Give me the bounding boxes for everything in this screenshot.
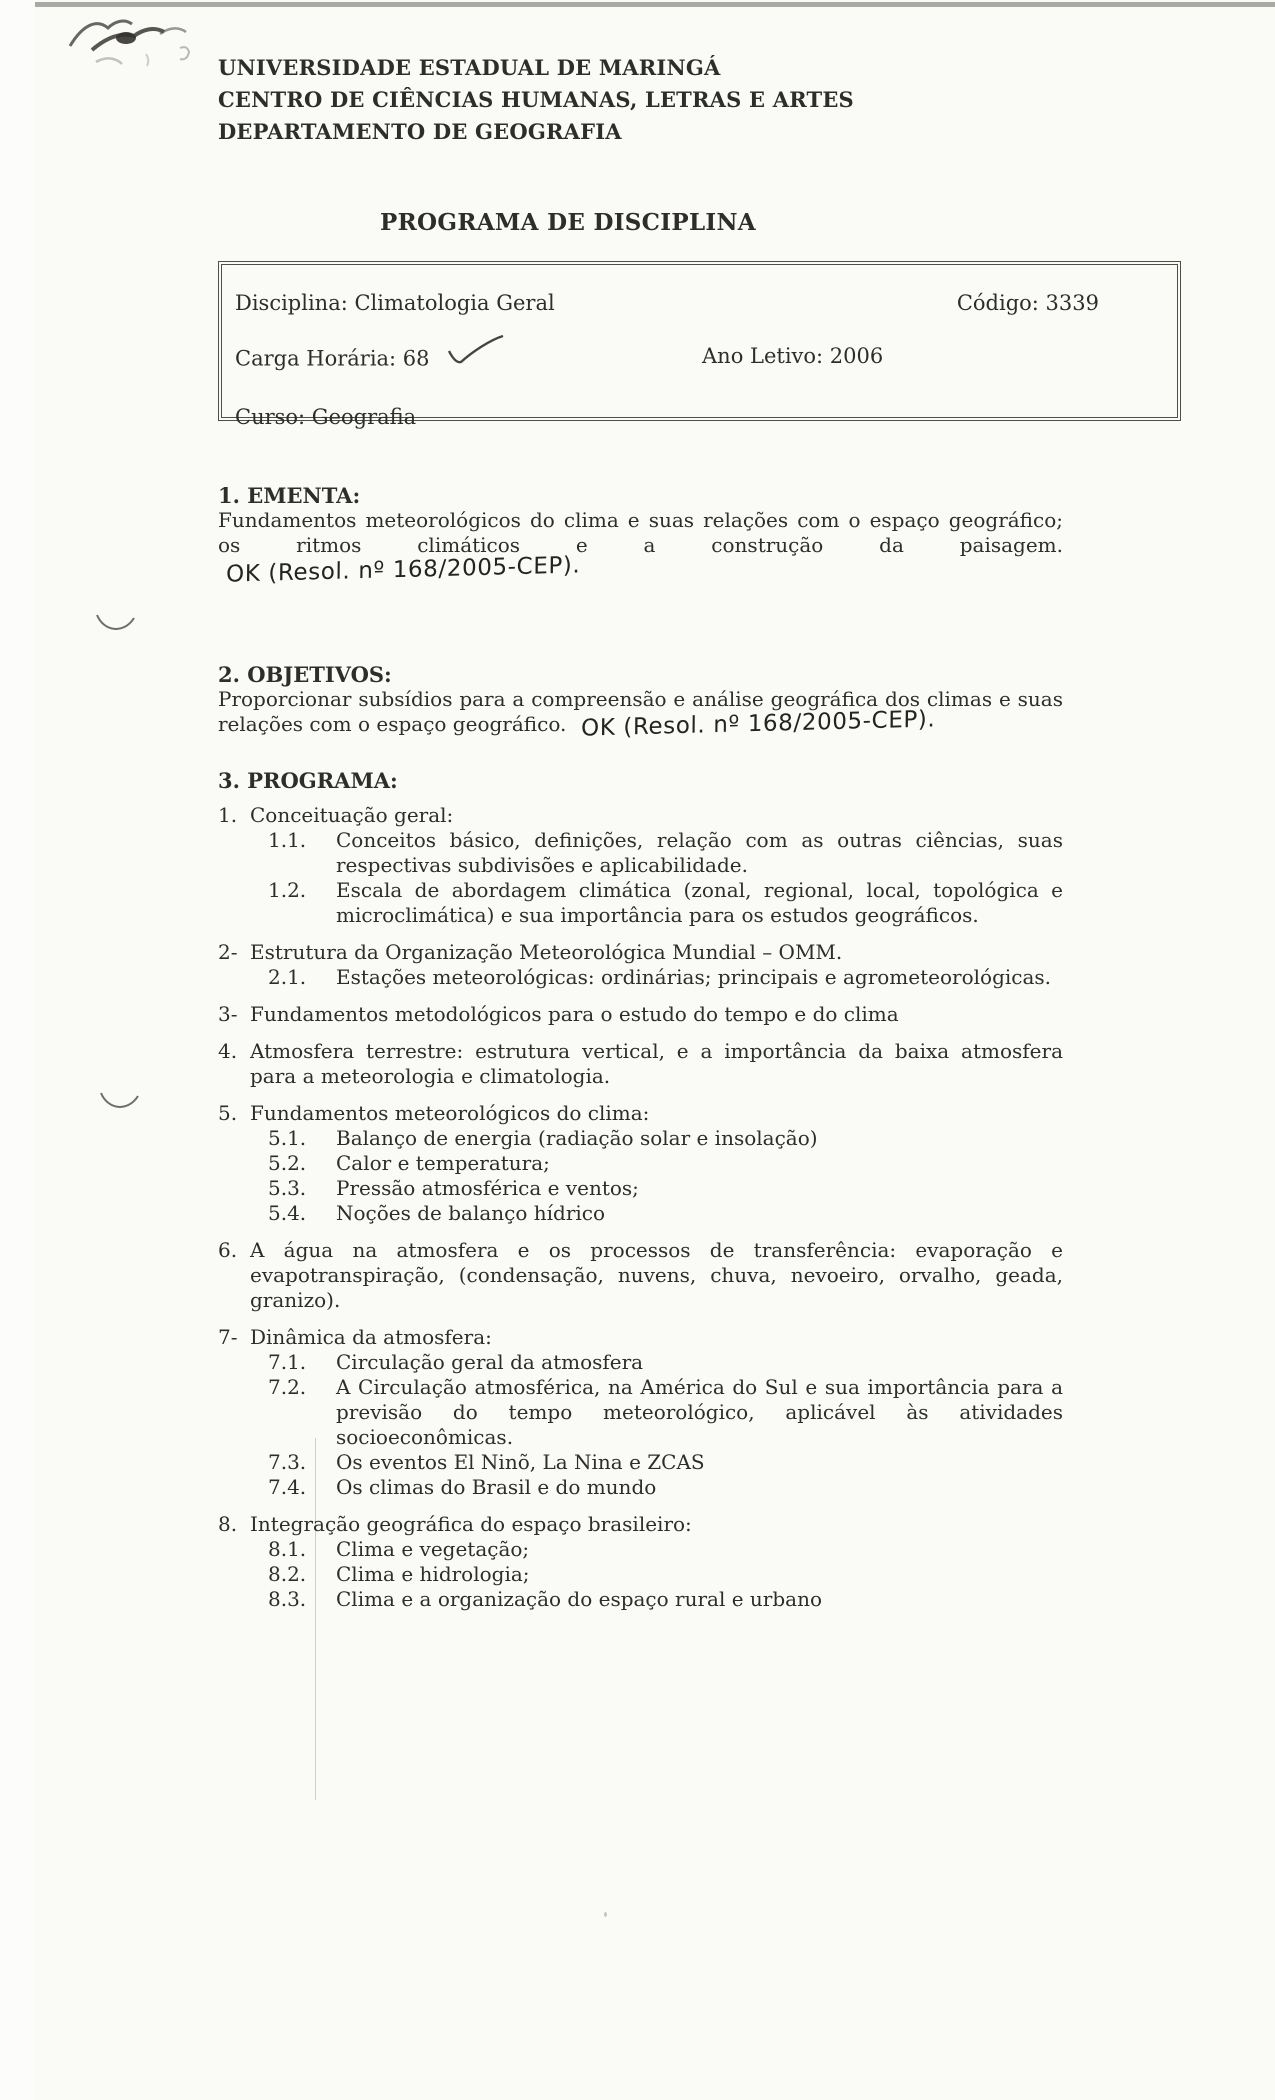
program-item-label: 8.: [218, 1512, 238, 1536]
ementa-text: [218, 508, 1063, 588]
program-item-label: 3-: [218, 1002, 238, 1026]
program-subitem-label: 5.2.: [268, 1151, 307, 1175]
program-item-text: Atmosfera terrestre: estrutura vertical, e a importância da baixa atmosfera para a meteorologia e climatologia.: [250, 1039, 1063, 1088]
program-subitem: [268, 1176, 1063, 1201]
curso-field: Curso: Geografia: [235, 405, 417, 429]
document-body: [218, 52, 1099, 1612]
objetivos-text: [218, 687, 1063, 742]
pen-curve-mark-icon: [98, 1090, 142, 1116]
section-programa: [218, 768, 1063, 1612]
info-row-carga: [235, 342, 1177, 378]
program-subitem-label: 1.1.: [268, 828, 307, 852]
program-subitem: [268, 1350, 1063, 1375]
program-subitem-label: 5.3.: [268, 1176, 307, 1200]
program-subitem-text: Os eventos El Ninõ, La Nina e ZCAS: [336, 1450, 705, 1474]
program-item-label: 2-: [218, 940, 238, 964]
program-subitem-text: Estações meteorológicas: ordinárias; principais e agrometeorológicas.: [336, 965, 1052, 989]
letterhead-university: UNIVERSIDADE ESTADUAL DE MARINGÁ: [218, 55, 721, 80]
program-subitem-label: 7.2.: [268, 1375, 307, 1399]
program-subitem-text: Conceitos básico, definições, relação com as outras ciências, suas respectivas subdivisões e aplicabilidade.: [336, 828, 1063, 877]
program-item-text: Estrutura da Organização Meteorológica Mundial – OMM.: [250, 940, 843, 964]
program-subitem-label: 7.4.: [268, 1475, 307, 1499]
program-subitem-text: Noções de balanço hídrico: [336, 1201, 606, 1225]
program-item: [218, 1002, 1063, 1027]
objetivos-handwritten-note: OK (Resol. nº 168/2005-CEP).: [580, 706, 936, 742]
program-subitem: [268, 1450, 1063, 1475]
letterhead: [218, 52, 1063, 148]
program-subitem-text: Clima e vegetação;: [336, 1537, 530, 1561]
program-subitem: [268, 1151, 1063, 1176]
program-subitem: [268, 965, 1063, 990]
program-subitem-text: Os climas do Brasil e do mundo: [336, 1475, 657, 1499]
program-subitem: [268, 1126, 1063, 1151]
program-item-label: 5.: [218, 1101, 238, 1125]
program-item-text: Conceituação geral:: [250, 803, 454, 827]
program-item: [218, 1238, 1063, 1313]
info-row-curso: [235, 403, 1177, 431]
program-item: [218, 1325, 1063, 1350]
disciplina-field: Disciplina: Climatologia Geral: [235, 291, 555, 315]
program-subitem: [268, 828, 1063, 878]
carga-horaria-text: Carga Horária: 68: [235, 346, 430, 371]
course-info-box: [218, 261, 1181, 429]
document-title: PROGRAMA DE DISCIPLINA: [380, 209, 756, 236]
objetivos-heading: 2. OBJETIVOS:: [218, 662, 392, 687]
programa-heading: 3. PROGRAMA:: [218, 768, 398, 793]
program-item-text: Integração geográfica do espaço brasileiro:: [250, 1512, 692, 1536]
info-row-disciplina: [235, 289, 1177, 317]
program-subitem-text: Clima e hidrologia;: [336, 1562, 530, 1586]
handwritten-checkmark-icon: [446, 334, 506, 370]
letterhead-center: CENTRO DE CIÊNCIAS HUMANAS, LETRAS E ARTES: [218, 87, 854, 112]
scan-edge-band: [35, 2, 1275, 7]
pen-curve-mark-icon: [94, 612, 138, 638]
objetivos-printed-text: Proporcionar subsídios para a compreensão e análise geográfica dos climas e suas relações com o espaço geográfico.: [218, 687, 1063, 736]
program-item: [218, 1101, 1063, 1126]
program-item: [218, 940, 1063, 965]
program-subitem: [268, 1537, 1063, 1562]
program-subitem-label: 7.3.: [268, 1450, 307, 1474]
section-objetivos: [218, 662, 1063, 742]
program-item-label: 6.: [218, 1238, 238, 1262]
carga-horaria-field: [235, 342, 702, 378]
letterhead-department: DEPARTAMENTO DE GEOGRAFIA: [218, 119, 622, 144]
program-item: [218, 1512, 1063, 1537]
section-ementa: [218, 483, 1063, 588]
scan-left-strip: [0, 0, 35, 2100]
program-subitem-text: Clima e a organização do espaço rural e urbano: [336, 1587, 822, 1611]
program-item-text: Fundamentos meteorológicos do clima:: [250, 1101, 650, 1125]
program-subitem-label: 8.1.: [268, 1537, 307, 1561]
program-subitem-text: Balanço de energia (radiação solar e insolação): [336, 1126, 818, 1150]
program-subitem-text: Escala de abordagem climática (zonal, regional, local, topológica e microclimática) e sua importância para os estudos geográficos.: [336, 878, 1063, 927]
program-subitem: [268, 878, 1063, 928]
program-subitem-label: 7.1.: [268, 1350, 307, 1374]
program-subitem: [268, 1201, 1063, 1226]
program-item-text: A água na atmosfera e os processos de transferência: evaporação e evapotranspiração, (condensação, nuvens, chuva, nevoeiro, orvalho, geada, granizo).: [250, 1238, 1063, 1312]
program-item: [218, 1039, 1063, 1089]
program-subitem-text: Pressão atmosférica e ventos;: [336, 1176, 639, 1200]
program-item-label: 4.: [218, 1039, 238, 1063]
program-subitem-label: 8.3.: [268, 1587, 307, 1611]
program-subitem-label: 1.2.: [268, 878, 307, 902]
program-subitem-label: 8.2.: [268, 1562, 307, 1586]
program-item-text: Fundamentos metodológicos para o estudo do tempo e do clima: [250, 1002, 899, 1026]
codigo-field: Código: 3339: [956, 291, 1099, 315]
program-subitem-label: 2.1.: [268, 965, 307, 989]
program-subitem-text: Circulação geral da atmosfera: [336, 1350, 644, 1374]
program-subitem: [268, 1587, 1063, 1612]
program-list: [218, 803, 1063, 1612]
program-subitem: [268, 1475, 1063, 1500]
program-subitem-text: A Circulação atmosférica, na América do Sul e sua importância para a previsão do tempo meteorológico, aplicável às atividades socioeconômicas.: [336, 1375, 1063, 1449]
program-subitem: [268, 1375, 1063, 1450]
program-subitem: [268, 1562, 1063, 1587]
ink-smudge-icon: [62, 8, 212, 78]
program-item-label: 7-: [218, 1325, 238, 1349]
ano-letivo-field: Ano Letivo: 2006: [702, 344, 884, 368]
scan-speck: [604, 1912, 607, 1917]
program-item-text: Dinâmica da atmosfera:: [250, 1325, 492, 1349]
program-subitem-label: 5.1.: [268, 1126, 307, 1150]
program-subitem-text: Calor e temperatura;: [336, 1151, 550, 1175]
ementa-heading: 1. EMENTA:: [218, 483, 361, 508]
program-subitem-label: 5.4.: [268, 1201, 307, 1225]
ementa-handwritten-note: OK (Resol. nº 168/2005-CEP).: [225, 552, 581, 588]
program-item: [218, 803, 1063, 828]
program-item-label: 1.: [218, 803, 238, 827]
ementa-printed-text: Fundamentos meteorológicos do clima e suas relações com o espaço geográfico; os ritmos climáticos e a construção da paisagem.: [218, 508, 1063, 557]
